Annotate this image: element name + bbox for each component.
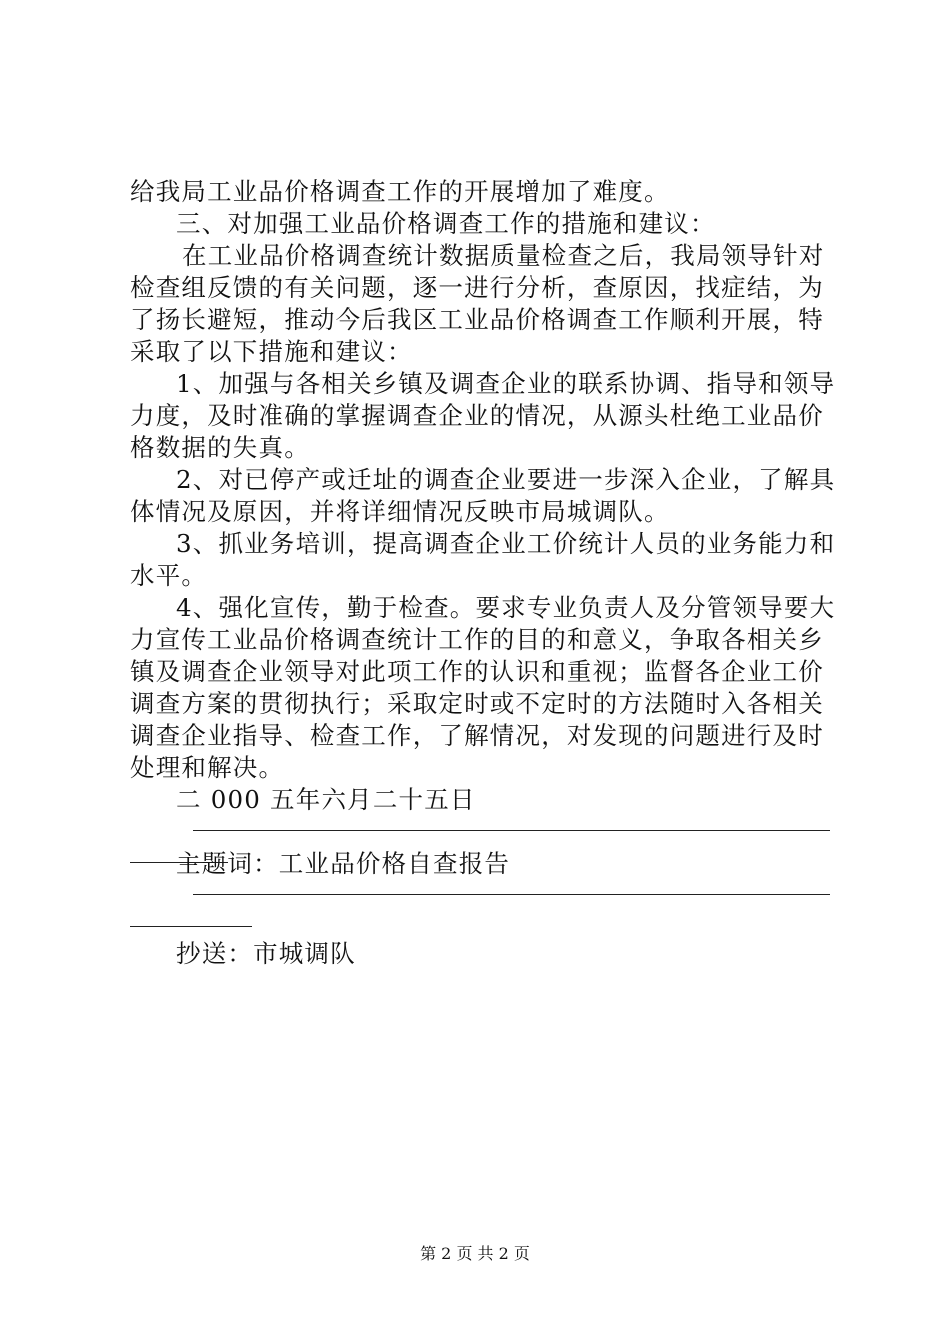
list-item: 4、强化宣传，勤于检查。要求专业负责人及分管领导要大 [176, 593, 836, 622]
body-line: 力宣传工业品价格调查统计工作的目的和意义，争取各相关乡 [130, 625, 824, 654]
document-date: 二 000 五年六月二十五日 [176, 785, 476, 814]
body-line: 镇及调查企业领导对此项工作的认识和重视；监督各企业工价 [130, 657, 824, 686]
list-item: 2、对已停产或迁址的调查企业要进一步深入企业，了解具 [176, 465, 836, 494]
list-item: 3、抓业务培训，提高调查企业工价统计人员的业务能力和 [176, 529, 836, 558]
cc-recipients: 抄送：市城调队 [176, 939, 356, 968]
body-line: 体情况及原因，并将详细情况反映市局城调队。 [130, 497, 670, 526]
divider-rule [130, 926, 252, 927]
divider-rule [193, 830, 830, 831]
page-number: 第 2 页 共 2 页 [420, 1244, 530, 1263]
divider-rule [193, 894, 830, 895]
subject-keywords: 主题词：工业品价格自查报告 [176, 849, 511, 878]
section-heading: 三、对加强工业品价格调查工作的措施和建议： [176, 209, 716, 238]
body-line: 采取了以下措施和建议： [130, 337, 413, 366]
body-line: 处理和解决。 [130, 753, 285, 782]
body-line: 在工业品价格调查统计数据质量检查之后，我局领导针对 [182, 241, 825, 270]
body-line: 水平。 [130, 561, 208, 590]
body-line: 格数据的失真。 [130, 433, 310, 462]
body-line: 力度，及时准确的掌握调查企业的情况，从源头杜绝工业品价 [130, 401, 824, 430]
body-line: 给我局工业品价格调查工作的开展增加了难度。 [130, 177, 670, 206]
body-line: 检查组反馈的有关问题，逐一进行分析，查原因，找症结，为 [130, 273, 824, 302]
body-line: 了扬长避短，推动今后我区工业品价格调查工作顺利开展，特 [130, 305, 824, 334]
body-line: 调查方案的贯彻执行；采取定时或不定时的方法随时入各相关 [130, 689, 824, 718]
list-item: 1、加强与各相关乡镇及调查企业的联系协调、指导和领导 [176, 369, 836, 398]
body-line: 调查企业指导、检查工作，了解情况，对发现的问题进行及时 [130, 721, 824, 750]
